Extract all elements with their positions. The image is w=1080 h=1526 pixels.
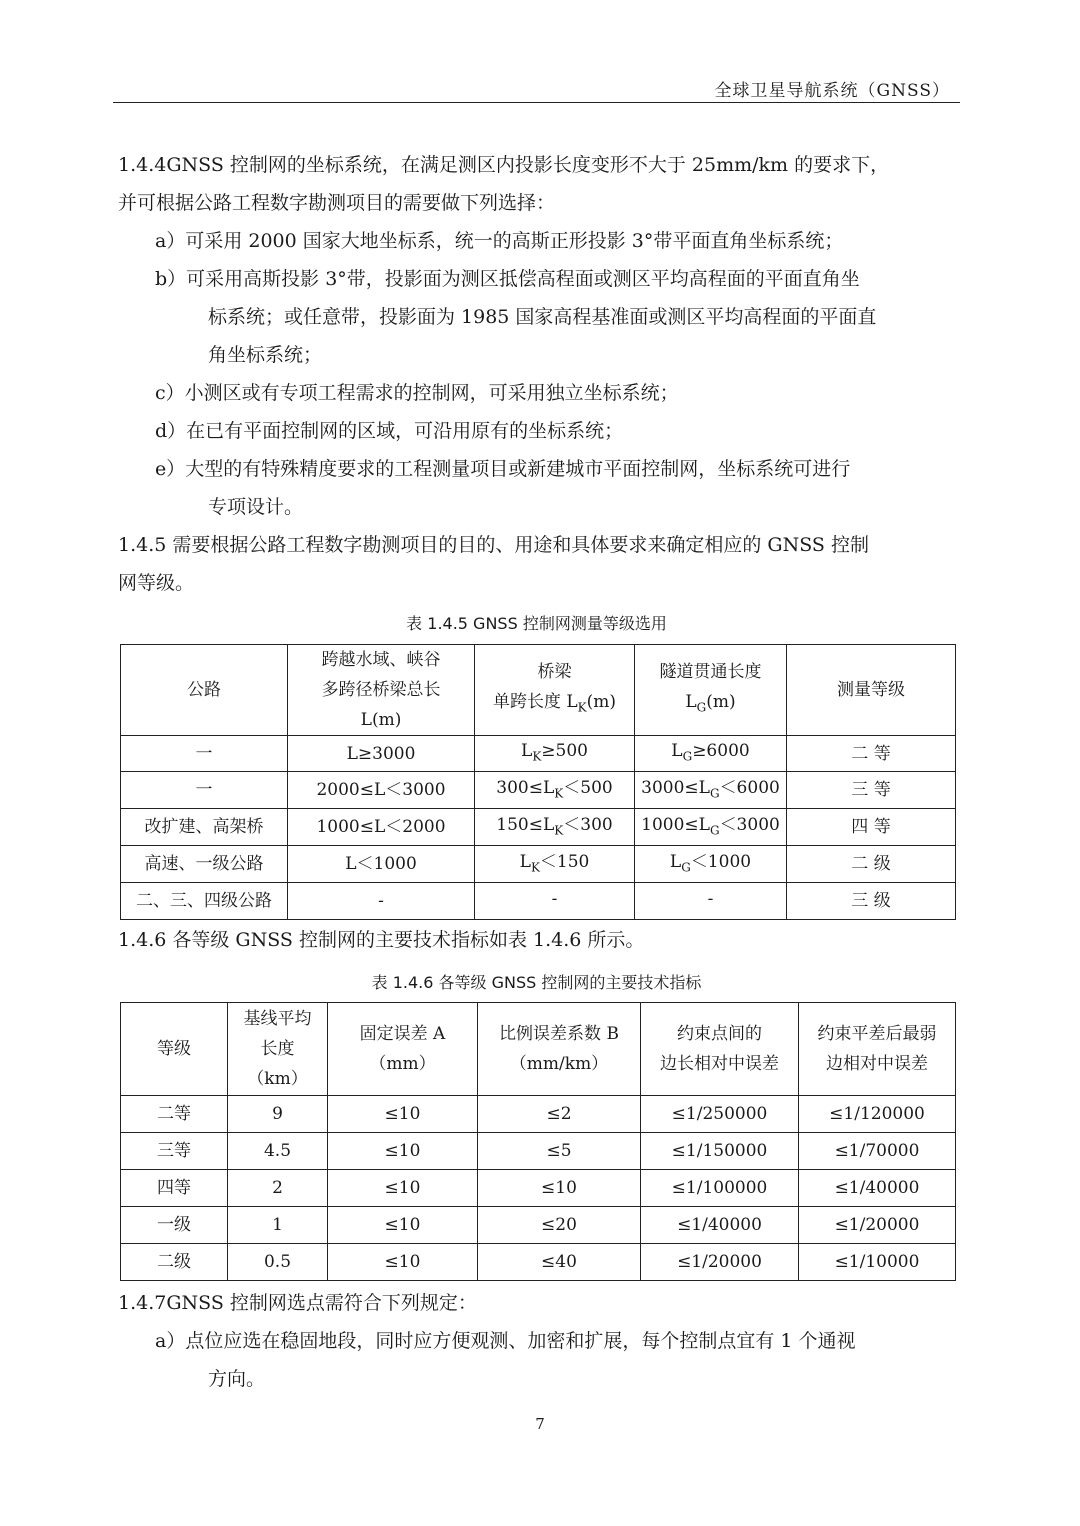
table2-header-grade: 等级 [121,1003,228,1096]
table-row: 二等 9 ≤10 ≤2 ≤1/250000 ≤1/120000 [121,1096,956,1133]
table-row: 二级 0.5 ≤10 ≤40 ≤1/20000 ≤1/10000 [121,1244,956,1281]
table2-header-length: 基线平均 长度 （km） [228,1003,328,1096]
para-147: 1.4.7GNSS 控制网选点需符合下列规定： [118,1292,477,1314]
item-b-line2: 标系统；或任意带，投影面为 1985 国家高程基准面或测区平均高程面的平面直 [208,306,877,328]
table-1-4-5 [120,644,956,920]
page-number: 7 [535,1415,545,1433]
table2-header-row [121,1003,956,1096]
table1-header-grade: 测量等级 [787,645,956,736]
table-row: 三等 4.5 ≤10 ≤5 ≤1/150000 ≤1/70000 [121,1133,956,1170]
table-row: 改扩建、高架桥 1000≤L＜2000 $150\le L_K<300$ $1000\le L_G<3000$ 四 等 [121,809,956,846]
header-rule [113,102,960,103]
table2-header-weakest: 约束平差后最弱 边相对中误差 [799,1003,956,1096]
para-145-line2: 网等级。 [118,572,195,594]
table1-caption: 表 1.4.5 GNSS 控制网测量等级选用 [406,614,667,633]
para-146: 1.4.6 各等级 GNSS 控制网的主要技术指标如表 1.4.6 所示。 [118,929,645,951]
table2-header-constraint: 约束点间的 边长相对中误差 [641,1003,799,1096]
item-c: c）小测区或有专项工程需求的控制网，可采用独立坐标系统； [155,382,679,404]
table2-caption: 表 1.4.6 各等级 GNSS 控制网的主要技术指标 [371,973,702,992]
table2-header-scale-error: 比例误差系数 B （mm/km） [478,1003,641,1096]
table-row: 一级 1 ≤10 ≤20 ≤1/40000 ≤1/20000 [121,1207,956,1244]
table2-header-fixed-error: 固定误差 A （mm） [328,1003,478,1096]
item-d: d）在已有平面控制网的区域，可沿用原有的坐标系统； [155,420,624,442]
table-row: 高速、一级公路 L＜1000 $L_K<150$ $L_G<1000$ 二 级 [121,846,956,883]
table1-header-bridge: 桥梁 单跨长度 $L_K(m)$ [475,645,635,736]
item-a: a）可采用 2000 国家大地坐标系，统一的高斯正形投影 3°带平面直角坐标系统； [155,230,844,252]
item-b-line1: b）可采用高斯投影 3°带，投影面为测区抵偿高程面或测区平均高程面的平面直角坐 [155,268,860,290]
running-header: 全球卫星导航系统（GNSS） [714,81,950,101]
para-144-line2: 并可根据公路工程数字勘测项目的需要做下列选择： [118,192,556,214]
item-147-a-line2: 方向。 [208,1368,266,1390]
para-144-line1: 1.4.4GNSS 控制网的坐标系统，在满足测区内投影长度变形不大于 25mm/km 的要求下， [118,154,890,176]
table1-header-row [121,645,956,736]
table1-header-span: 跨越水域、峡谷 多跨径桥梁总长 L(m) [288,645,475,736]
table1-header-road: 公路 [121,645,288,736]
item-b-line3: 角坐标系统； [208,344,323,366]
table-1-4-6 [120,1002,956,1281]
item-147-a-line1: a）点位应选在稳固地段，同时应方便观测、加密和扩展，每个控制点宜有 1 个通视 [155,1330,856,1352]
table-row: 一 L≥3000 $L_K\ge 500$ $L_G\ge 6000$ 二 等 [121,736,956,772]
table-row: 一 2000≤L＜3000 $300\le L_K<500$ $3000\le L_G<6000$ 三 等 [121,772,956,809]
table1-header-tunnel: 隧道贯通长度 $L_G(m)$ [635,645,787,736]
table-row: 四等 2 ≤10 ≤10 ≤1/100000 ≤1/40000 [121,1170,956,1207]
item-e-line2: 专项设计。 [208,496,304,518]
table-row: 二、三、四级公路 - - - 三 级 [121,883,956,920]
para-145-line1: 1.4.5 需要根据公路工程数字勘测项目的目的、用途和具体要求来确定相应的 GNSS 控制 [118,534,869,556]
item-e-line1: e）大型的有特殊精度要求的工程测量项目或新建城市平面控制网，坐标系统可进行 [155,458,851,480]
